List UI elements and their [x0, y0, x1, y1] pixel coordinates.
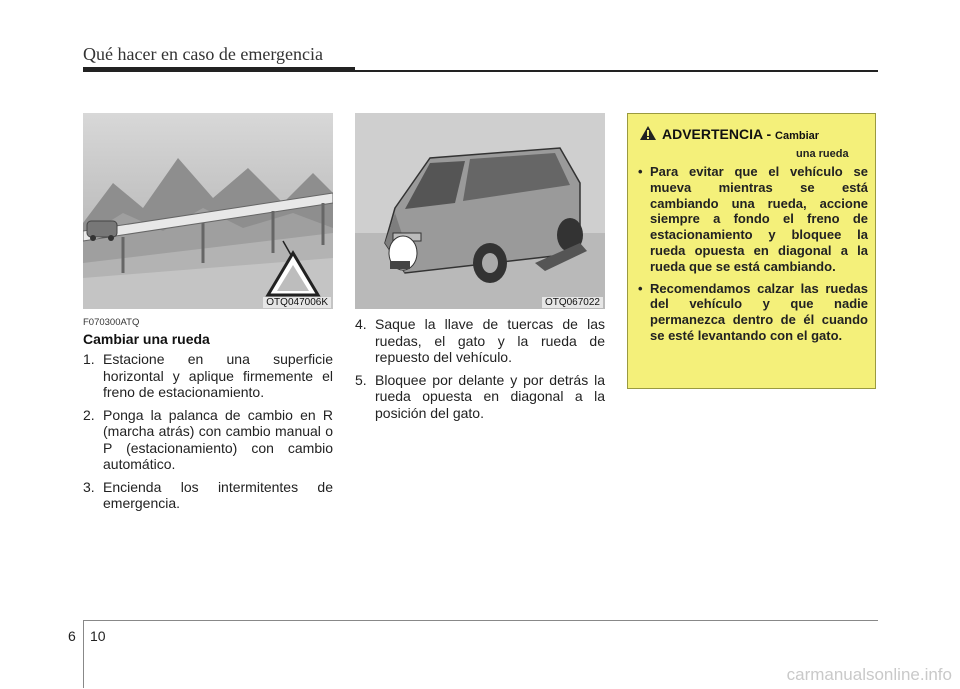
list-item: 3. Encienda los intermitentes de emergencia. — [83, 478, 333, 511]
list-item: • Para evitar que el vehículo se mueva mientras se está cambiando una rueda, accione siempre a fondo el freno de estacionamiento y bloquee la rueda opuesta en diagonal a la rueda que se está cambiando. — [638, 164, 868, 274]
warning-box — [627, 113, 876, 389]
van-illustration — [355, 113, 605, 309]
footer-vrule — [83, 620, 84, 688]
steps-list-right — [355, 316, 605, 427]
list-item: • Recomendamos calzar las ruedas del vehículo y que nadie permanezca dentro de él cuando se esté levantando con el gato. — [638, 280, 868, 343]
figure-label: OTQ067022 — [542, 297, 603, 308]
header-rule-thin — [83, 70, 878, 72]
footer-rule — [83, 620, 878, 621]
section-code: F070300ATQ — [83, 317, 140, 328]
watermark: carmanualsonline.info — [786, 665, 952, 684]
figure-label: OTQ047006K — [263, 297, 331, 308]
warning-subheading: una rueda — [796, 148, 849, 160]
page-number: 10 — [90, 628, 106, 644]
page-header-title: Qué hacer en caso de emergencia — [83, 44, 324, 64]
figure-van-jack — [355, 113, 605, 309]
warning-icon — [640, 126, 656, 140]
figure-warning-triangle — [83, 113, 333, 309]
road-illustration — [83, 113, 333, 309]
warning-heading: ADVERTENCIA - Cambiar — [662, 126, 820, 142]
list-item: 4. Saque la llave de tuercas de las ruedas, el gato y la rueda de repuesto del vehículo. — [355, 316, 605, 365]
warning-list — [638, 164, 868, 350]
chapter-number: 6 — [68, 628, 76, 644]
list-item: 5. Bloquee por delante y por detrás la rueda opuesta en diagonal a la posición del gato. — [355, 371, 605, 421]
list-item: 2. Ponga la palanca de cambio en R (marcha atrás) con cambio manual o P (estacionamiento) con cambio automático. — [83, 406, 333, 472]
list-item: 1. Estacione en una superficie horizontal y aplique firmemente el freno de estacionamiento. — [83, 351, 333, 400]
steps-list-left — [83, 351, 333, 518]
section-title: Cambiar una rueda — [83, 331, 210, 347]
